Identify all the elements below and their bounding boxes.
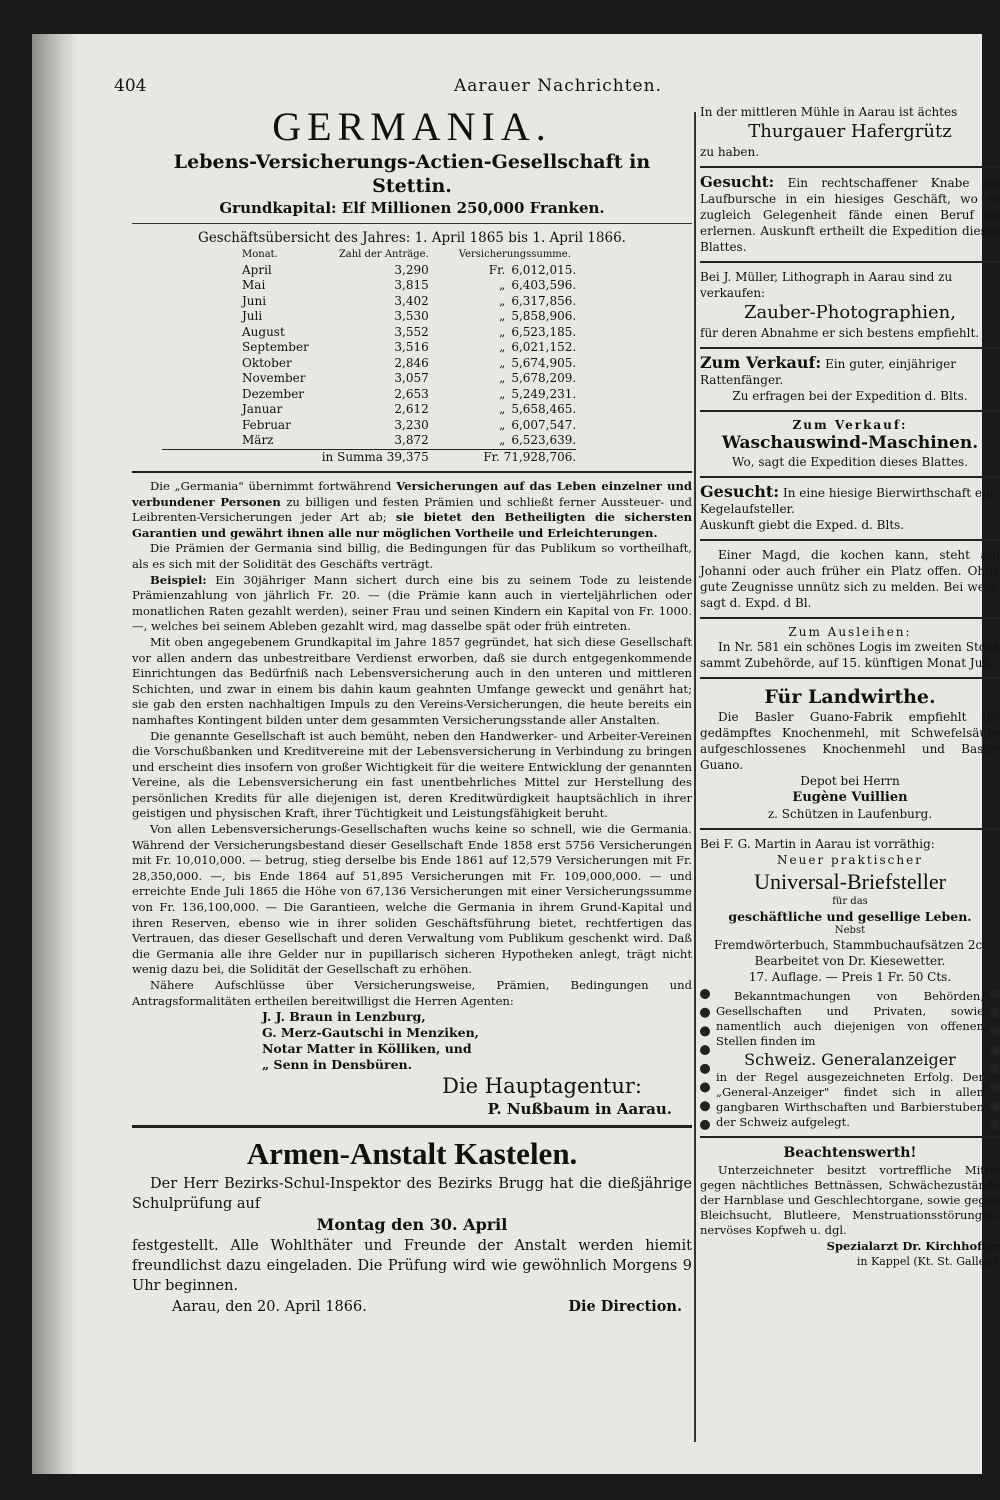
germania-paragraph-1: Die „Germania" übernimmt fortwährend Versicherungen auf das Leben einzelner und verbundener Personen zu billigen und festen Prämien und schließt ferner Aussteuer- und Leibrenten-Versicherungen jeder Art ab; sie bietet den Betheiligten die sichersten Garantien und gewährt ihnen alle nur möglichen Vortheile und Erleichterungen. — [132, 479, 693, 540]
table-row — [162, 402, 576, 418]
ad-price: 17. Auflage. — Preis 1 Fr. 50 Cts. — [748, 970, 952, 984]
germania-capital: Grundkapital: Elf Millionen 250,000 Franken. — [219, 199, 605, 217]
ad-place: in Kappel (Kt. St. Gallen). — [856, 1255, 1000, 1268]
ad-sign: Spezialarzt Dr. Kirchhoffer — [826, 1239, 1000, 1253]
table-row — [162, 387, 576, 403]
ad-nebst: Nebst — [834, 925, 866, 936]
divider — [700, 539, 1000, 541]
cell-month: Dezember — [242, 386, 305, 401]
cell-count: 3,057 — [394, 371, 429, 385]
cell-month: März — [242, 433, 274, 447]
table-row — [162, 340, 576, 356]
ad-product: Waschauswind-Maschinen. — [721, 433, 979, 453]
armen-place: Aarau, den 20. April 1866. — [172, 1299, 367, 1316]
germania-paragraph-5: Die genannte Gesellschaft ist auch bemüht, neben den Handwerker- und Arbeiter-Vereinen die Vorschußbanken und Kreditvereine mit der Lebensversicherung in Verbindung zu bringen und erscheint dies insofern von großer Wichtigkeit für die weitere Entwicklung der genannten Vereine, als die Lebensversicherung ein fast unentbehrliches Mittel zur Herstellung des persönlichen Kredits für alle diejenigen ist, deren Kreditwürdigkeit hauptsächlich in ihrer geistigen und physischen Kraft, ihrer Tüchtigkeit und Leistungsfähigkeit beruht. — [132, 728, 692, 821]
ad-author: Bearbeitet von Dr. Kiesewetter. — [754, 954, 946, 968]
table-row — [162, 309, 576, 325]
newspaper-page — [32, 34, 1000, 1474]
cell-sum: 5,674,905. — [511, 355, 577, 370]
ad-product: Zauber-Photographien, — [743, 302, 956, 323]
ad-product: Thurgauer Hafergrütz — [748, 121, 952, 142]
ad-text: Bekanntmachungen von Behörden, Gesellschaften und Privaten, sowie namentlich auch diejenigen von offenen Stellen finden im — [716, 989, 984, 1048]
cell-month: November — [242, 371, 306, 385]
cell-currency: „ — [499, 386, 506, 401]
table-row — [162, 356, 576, 372]
table-row — [162, 371, 576, 387]
ad-magd — [700, 547, 1000, 611]
table-row — [162, 278, 576, 294]
ad-text: In der mittleren Mühle in Aarau ist ächtes — [700, 105, 958, 119]
agent-3: Notar Matter in Kölliken, und — [262, 1041, 472, 1057]
cell-month: Februar — [242, 417, 291, 432]
table-row — [162, 325, 576, 341]
ad-end: Wo, sagt die Expedition dieses Blattes. — [731, 455, 969, 469]
ad-title: Universal-Briefsteller — [754, 869, 946, 894]
sum-count: in Summa 39,375 — [162, 449, 429, 465]
ad-head: Zum Ausleihen: — [788, 625, 912, 639]
cell-count: 3,290 — [394, 262, 429, 277]
newspaper-title: Aarauer Nachrichten. — [454, 76, 662, 96]
cell-sum: 6,523,639. — [511, 433, 577, 447]
overview-heading: Geschäftsübersicht des Jahres: 1. April 1865 bis 1. April 1866. — [198, 230, 626, 246]
cell-sum: 5,858,906. — [511, 309, 577, 323]
divider — [700, 166, 1000, 168]
ad-end: Auskunft giebt die Exped. d. Blts. — [700, 518, 905, 532]
header-month: Monat. — [242, 249, 278, 260]
ad-briefsteller — [700, 836, 1000, 985]
armen-title: Armen-Anstalt Kastelen. — [246, 1136, 578, 1172]
armen-footer — [132, 1296, 692, 1318]
ad-depot: Depot bei Herrn — [800, 774, 900, 788]
ad-text: In Nr. 581 ein schönes Logis im zweiten Stock sammt Zubehörde, auf 15. künftigen Monat Juli. — [700, 640, 1000, 670]
divider — [700, 476, 1000, 478]
cell-sum: 5,658,465. — [511, 402, 577, 416]
sum-total: Fr. 71,928,706. — [429, 449, 576, 465]
sum-row — [162, 449, 576, 465]
ad-rattenfaenger — [700, 355, 1000, 404]
cell-count: 2,612 — [394, 402, 429, 416]
book-binding-shadow — [32, 34, 78, 1474]
divider — [700, 261, 1000, 263]
cell-month: Oktober — [242, 355, 292, 370]
cell-currency: „ — [499, 355, 506, 370]
cell-count: 3,230 — [394, 417, 429, 432]
cell-currency: „ — [499, 324, 506, 339]
cell-currency: „ — [499, 433, 506, 447]
cell-month: September — [242, 340, 309, 354]
divider — [700, 617, 1000, 619]
ad-landwirthe — [700, 685, 1000, 822]
column-divider — [694, 112, 696, 1442]
germania-paragraph-4: Mit oben angegebenem Grundkapital im Jahre 1857 gegründet, hat sich diese Gesellschaft vor allen andern das unbestreitbare Verdienst erworben, daß sie durch entgegenkommende Einrichtungen das Bedürfniß nach Lebensversicherung auch in den unteren und mittleren Schichten, und zwar in einem bis dahin kaum geahnten Umfange geweckt und genährt hat; sie gab den ersten nachhaltigen Impuls zu den Vereins-Versicherungen, die heute bereits ein namhaftes Kontingent bilden unter dem gesammten Versicherungsstande aller Anstalten. — [132, 634, 692, 727]
armen-paragraph-1: Der Herr Bezirks-Schul-Inspektor des Bezirks Brugg hat die dießjährige Schulprüfung auf — [132, 1176, 692, 1213]
ad-title: Beachtenswerth! — [783, 1145, 917, 1161]
divider — [700, 410, 1000, 412]
page-number: 404 — [114, 76, 147, 96]
ad-text: Gesucht: Ein rechtschaffener Knabe als Laufbursche in ein hiesiges Geschäft, wo er zugleich Gelegenheit fände einen Beruf zu erlernen. Auskunft ertheilt die Expedition dieses Blattes. — [700, 173, 1000, 254]
table-row — [162, 418, 576, 434]
cell-month: Juni — [242, 293, 267, 308]
ad-end: zu haben. — [700, 145, 760, 159]
germania-subtitle: Lebens-Versicherungs-Actien-Gesellschaft in Stettin. — [173, 151, 651, 197]
ad-sub: geschäftliche und gesellige Leben. — [728, 909, 972, 924]
cell-currency: „ — [499, 278, 506, 292]
agents-list — [262, 1009, 692, 1073]
divider — [700, 828, 1000, 830]
cell-count: 3,516 — [394, 340, 429, 354]
agency-title: Die Hauptagentur: — [442, 1074, 642, 1099]
divider — [132, 471, 692, 473]
agent-2: G. Merz-Gautschi in Menziken, — [262, 1025, 480, 1041]
ad-text-2: in der Regel ausgezeichneten Erfolg. Der „General-Anzeiger" findet sich in allen gangbaren Wirthschaften und Barbierstuben der Schweiz aufgelegt. — [716, 1070, 984, 1129]
ad-end: Zu erfragen bei der Expedition d. Blts. — [732, 389, 968, 403]
statistics-table — [162, 247, 576, 465]
ad-logis — [700, 625, 1000, 671]
armen-date: Montag den 30. April — [316, 1215, 508, 1235]
cell-sum: 6,012,015. — [511, 262, 577, 277]
ad-end: für deren Abnahme er sich bestens empfiehlt. — [700, 326, 980, 340]
germania-title: GERMANIA. — [272, 104, 552, 149]
ad-text: Bei J. Müller, Lithograph in Aarau sind zu verkaufen: — [700, 270, 953, 300]
divider — [700, 347, 1000, 349]
cell-month: Juli — [242, 309, 263, 323]
ad-kegelaufsteller — [700, 484, 1000, 533]
cell-count: 3,402 — [394, 293, 429, 308]
germania-paragraph-7: Nähere Aufschlüsse über Versicherungsweise, Prämien, Bedingungen und Antragsformalitäten ertheilen bereitwilligst die Herren Agenten: — [132, 978, 692, 1008]
cell-month: Mai — [242, 278, 266, 292]
ad-zauber-photographien — [700, 269, 1000, 341]
header-sum: Versicherungssumme. — [458, 249, 571, 260]
cell-sum: 6,523,185. — [511, 324, 577, 339]
divider — [132, 223, 692, 224]
germania-paragraph-2: Die Prämien der Germania sind billig, die Bedingungen für das Publikum so vortheilhaft, als es sich mit der Solidität des Geschäfts verträgt. — [132, 541, 692, 571]
ad-text: Einer Magd, die kochen kann, steht auf Johanni oder auch früher ein Platz offen. Ohne gute Zeugnisse unnütz sich zu melden. Bei wem, sagt d. Expd. d Bl. — [700, 548, 1000, 610]
armen-paragraph-2: festgestellt. Alle Wohlthäter und Freunde der Anstalt werden hiemit freundlichst dazu eingeladen. Die Prüfung wird wie gewöhnlich Morgens 9 Uhr beginnen. — [132, 1238, 692, 1295]
ad-text: Bei F. G. Martin in Aarau ist vorräthig: — [700, 837, 935, 851]
table-header-row — [162, 247, 576, 263]
cell-month: Januar — [242, 402, 283, 416]
ad-place: z. Schützen in Laufenburg. — [767, 807, 933, 821]
ad-text: Gesucht: In eine hiesige Bierwirthschaft ein Kegelaufsteller. — [700, 482, 994, 516]
ad-new: Neuer praktischer — [777, 853, 923, 867]
cell-currency: „ — [499, 402, 506, 416]
agent-4: „ Senn in Densbüren. — [262, 1057, 412, 1073]
cell-count: 3,552 — [394, 324, 429, 339]
ad-more: Fremdwörterbuch, Stammbuchaufsätzen 2c. — [713, 938, 986, 952]
cell-currency: „ — [499, 293, 506, 308]
cell-sum: 6,021,152. — [511, 340, 577, 354]
table-row — [162, 263, 576, 279]
cell-currency: Fr. — [488, 262, 506, 277]
divider — [132, 1125, 692, 1128]
cell-count: 3,530 — [394, 309, 429, 323]
germania-paragraph-6: Von allen Lebensversicherungs-Gesellschaften wuchs keine so schnell, wie die Germania. Während der Versicherungsbestand dieser Gesellschaft Ende 1858 erst 5756 Versicherungen mit Fr. 10,010,000. — betrug, stieg derselbe bis Ende 1861 auf 12,579 Versicherungen mit Fr. 28,350,000. —, bis Ende 1864 auf 51,895 Versicherungen mit Fr. 109,000,000. — und erreichte Ende Juli 1865 die Höhe von 67,136 Versicherungen mit einer Versicherungssumme von Fr. 136,100,000. — Die Garantieen, welche die Germania in ihrem Grund-Kapital und ihren Reserven, ebenso wie in ihrer soliden Geschäftsführung bietet, rechtfertigen das Vertrauen, das dieser Gesellschaft und deren Verwaltung vom Publikum geschenkt wird. Daß die Germania alle ihre Gelder nur in pupillarisch sicheren Hypotheken anlegt, trägt nicht wenig dazu bei, die Solidität der Gesellschaft zu erhöhen. — [132, 822, 692, 977]
cell-count: 3,815 — [394, 278, 429, 292]
cell-count: 2,846 — [394, 355, 429, 370]
ad-head: Zum Verkauf: — [792, 418, 908, 432]
ad-name: Eugène Vuillien — [792, 790, 908, 805]
ad-for: für das — [832, 896, 868, 907]
cell-count: 3,872 — [394, 433, 429, 447]
divider — [700, 1136, 1000, 1138]
ad-gesucht-knabe — [700, 174, 1000, 255]
agency-name: P. Nußbaum in Aarau. — [487, 1100, 672, 1119]
cell-sum: 6,403,596. — [511, 278, 577, 292]
cell-currency: „ — [499, 309, 506, 323]
table-row — [162, 294, 576, 310]
left-column — [132, 104, 692, 1318]
ad-text: Zum Verkauf: Ein guter, einjähriger Rattenfänger. — [700, 353, 956, 387]
header-count: Zahl der Anträge. — [338, 249, 429, 260]
cell-month: August — [242, 324, 285, 339]
ad-waschauswind — [700, 418, 1000, 470]
ad-hafergruetz — [700, 104, 1000, 160]
cell-currency: „ — [499, 371, 506, 385]
germania-paragraph-3: Beispiel: Ein 30jähriger Mann sichert durch eine bis zu seinem Tode zu leistende Prämienzahlung von jährlich Fr. 20. — (die Prämie kann auch in vierteljährlichen oder monatlichen Raten gezahlt werden), seiner Frau und seinen Kindern ein Kapital von Fr. 1000. —, welches bei seinem Ableben gezahlt wird, mag dasselbe spät oder früh eintreten. — [132, 572, 692, 634]
cell-currency: „ — [499, 340, 506, 354]
ad-title: Für Landwirthe. — [764, 686, 936, 708]
right-column — [700, 104, 1000, 1270]
cell-sum: 6,007,547. — [511, 417, 577, 432]
divider — [700, 677, 1000, 679]
cell-sum: 5,678,209. — [511, 371, 577, 385]
ad-generalanzeiger — [700, 989, 1000, 1130]
cell-month: April — [242, 262, 272, 277]
ad-name: Schweiz. Generalanzeiger — [744, 1050, 956, 1069]
table-row — [162, 433, 576, 449]
cell-sum: 6,317,856. — [511, 293, 577, 308]
armen-sign: Die Direction. — [568, 1298, 682, 1316]
ad-text: Die Basler Guano-Fabrik empfiehlt ihr gedämpftes Knochenmehl, mit Schwefelsäure aufgeschlossenes Knochenmehl und Basler Guano. — [700, 710, 1000, 772]
cell-currency: „ — [499, 417, 506, 432]
cell-sum: 5,249,231. — [511, 386, 577, 401]
cell-count: 2,653 — [394, 386, 429, 401]
ad-text: Unterzeichneter besitzt vortreffliche Mittel gegen nächtliches Bettnässen, Schwächezustände der Harnblase und Geschlechtorgane, sowie gegen Bleichsucht, Blutleere, Menstruationsstörungen, nervöses Kopfweh u. dgl. — [700, 1163, 1000, 1237]
ad-beachtenswerth — [700, 1144, 1000, 1270]
agent-1: J. J. Braun in Lenzburg, — [262, 1009, 426, 1025]
